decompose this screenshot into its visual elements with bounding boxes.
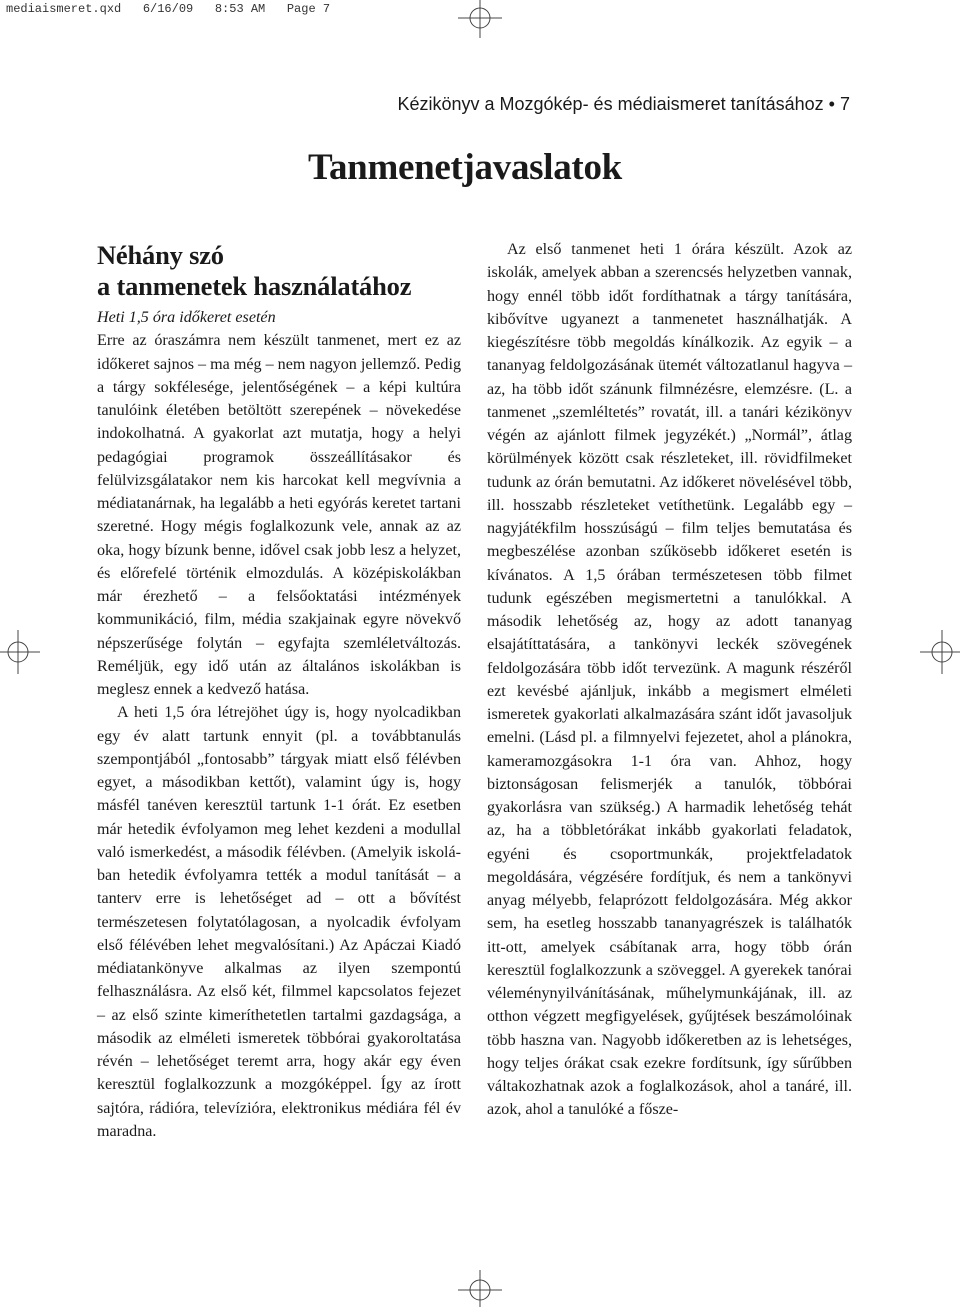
registration-mark-top [458, 0, 502, 38]
registration-mark-left [0, 630, 40, 674]
left-paragraph-2: A heti 1,5 óra létrejöhet úgy is, hogy nyolcadikban egy év alatt tartunk ennyit (pl. a továbbtanulás szempontjából „fontosabb” tárgyak miatt első félévben egyet, a másodikban kettőt), valamint úgy is, hogy másfél tanéven keresztül tartunk 1-1 órát. Ez esetben már hetedik évfolyamon meg lehet kezdeni a modullal való ismerkedést, a második félévben. (Amelyik iskolában hetedik évfolyamra tették a modul tanítását – a tanterv erre is lehetőséget ad – ott a bővítést természetesen folytatólagosan, a nyolcadik évfolyam első félévében lehet megvalósítani.) Az Apáczai Kiadó médiatankönyve alkalmas az ilyen szempontú felhasználásra. Az első két, filmmel kapcsolatos fejezet – az első szinte kimeríthetetlen tartalmi gazdagsága, a második az elméleti ismeretek többórai gyakoroltatása révén – lehetőséget teremt arra, hogy akár egy éven keresztül foglalkozzunk a mozgóképpel. Így az írott sajtóra, rádióra, televízióra, elektronikus médiára fél év maradna. [97, 704, 461, 1140]
right-column [487, 238, 852, 1122]
print-slug: mediaismeret.qxd 6/16/09 8:53 AM Page 7 [6, 2, 331, 16]
page-title: Tanmenetjavaslatok [308, 147, 622, 188]
section-heading-line-1: Néhány szó [97, 240, 224, 270]
registration-mark-right [920, 630, 960, 674]
left-paragraph-1: Erre az óraszámra nem készült tanmenet, mert ez az időkeret sajnos – ma még – nem nagyon jellemző. Pedig a tárgy sokfélesége, jelentőségének – a képi kultúra tanulóink életében betöltött szerepének – növekedése indokolhatná. A gyakorlat azt mutatja, hogy a helyi pedagógiai programok összeállításakor és felülvizsgálatakor nem kis harcokat kell megvívnia a médiatanárnak, ha legalább a heti egyórás keretet tartani szeretné. Hogy mégis foglalkozunk vele, annak az az oka, hogy bízunk benne, idővel csak jobb lesz a helyzet, és előrefelé történik elmozdulás. A középiskolákban már érezhető – a felsőoktatási intézmények kommunikáció, film, média szakjainak egyre növekvő népszerűsége folytán – egyfajta szemléletváltozás. Reméljük, egy idő után az általános iskolákban is meglesz ennek a kedvező hatása. [97, 332, 461, 698]
left-column [97, 240, 461, 1143]
section-subheading: Heti 1,5 óra időkeret esetén [97, 309, 276, 326]
section-heading [97, 240, 461, 302]
section-heading-line-2: a tanmenetek használatához [97, 271, 412, 301]
registration-mark-bottom [458, 1270, 502, 1307]
running-head: Kézikönyv a Mozgókép- és médiaismeret tanításához • 7 [397, 94, 850, 114]
right-paragraph-1: Az első tanmenet heti 1 órára készült. Azok az iskolák, amelyek abban a szerencsés helyzetben vannak, hogy ennél több időt fordíthatnak a tárgy tanítására, kibővítve ugyanezt a tanmenetet használhatják. A kiegészítésre több megoldás kínálkozik. Az egyik – a tananyag feldolgozásának ütemét változatlanul hagyva – az, ha több időt szánunk filmnézésre, elemzésre. (L. a tanmenet „szemléltetés” rovatát, ill. a tanári kézikönyv végén az ajánlott filmek jegyzékét.) „Normál”, átlag körülmények között csak részleteket, ill. rövidfilmeket tudunk az órán bemutatni. Az időkeret növelésével több, ill. hosszabb részleteket vetíthetünk. Legalább egy – nagyjátékfilm hosszúságú – film teljes bemutatása és megbeszélése azonban szűkösebb időkeret esetén is kívánatos. A 1,5 órában természetesen több filmet tudunk egészében megismertetni a tanulókkal. A második lehetőség az, hogy az adott tananyag elsajátíttatására, a tankönyvi leckék szövegének feldolgozására több időt tervezünk. A magunk részéről ezt kevésbé ajánljuk, inkább a megismert elméleti ismeretek gyakorlati alkalmazására szánt időt javasoljuk emelni. (Lásd pl. a filmnyelvi fejezetet, ahol a plánokra, kameramozgásokra 1-1 óra van. Ahhoz, hogy biztonságosan felismerjék a tanulók, többórai gyakorlásra van szükség.) A harmadik lehetőség tehát az, ha a többletórákat inkább gyakorlati feladatok, egyéni és csoportmunkák, projektfeladatok megoldására, végzésére fordítjuk, és nem a tankönyvi anyag mélyebb, felaprózott feldolgozására. Még akkor sem, ha esetleg hosszabb tananyagrészek is találhatók itt-ott, amelyek csábítanak arra, hogy több órán keresztül foglalkozzunk a szöveggel. A gyerekek tanórai véleménynyilvánításának, műhelymunkájának, ill. az otthon végzett megfigyelések, gyűjtések beszámolóinak több haszna van. Nagyobb időkeretben az is lehetséges, hogy teljes órákat csak ezekre fordítsunk, így sűrűbben váltakozhatnak azok a foglalkozások, ahol a tanáré, ill. azok, ahol a tanulóké a fősze- [487, 241, 852, 1119]
